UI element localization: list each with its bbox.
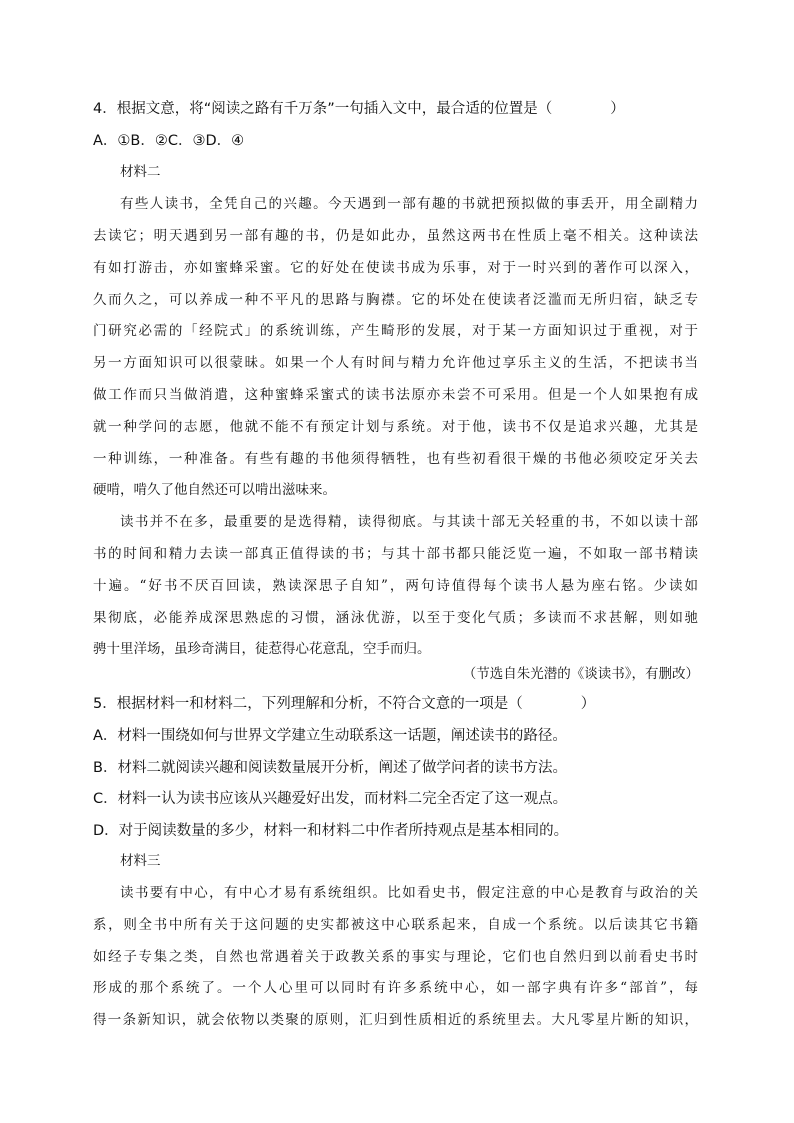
material2-p1-line: 做工作而只当做消遣，这种蜜蜂采蜜式的读书法原亦未尝不可采用。但是一个人如果抱有成	[93, 387, 698, 403]
material2-p1-line: 有如打游击，亦如蜜蜂采蜜。它的好处在使读书成为乐事，对于一时兴到的著作可以深入，	[93, 260, 698, 276]
q5-stem: 5．根据材料一和材料二，下列理解和分析，不符合文意的一项是（ ）	[93, 696, 596, 712]
material2-p2-line: 十遍。“好书不厌百回读，熟读深思子自知”，两句诗值得每个读书人悬为座右铭。少读如	[93, 578, 698, 594]
material2-p2-line: 果彻底，必能养成深思熟虑的习惯，涵泳优游，以至于变化气质；多读而不求甚解，则如驰	[93, 610, 698, 626]
material2-p1-line: 硬啃，啃久了他自然还可以啃出滋味来。	[93, 482, 336, 498]
material2-p1-line: 有些人读书，全凭自己的兴趣。今天遇到一部有趣的书就把预拟做的事丢开，用全副精力	[120, 196, 698, 212]
material2-p2-line: 读书并不在多，最重要的是选得精，读得彻底。与其读十部无关轻重的书，不如以读十部	[120, 514, 698, 530]
material3-p1-line: 系，则全书中所有关于这问题的史实都被这中心联系起来，自成一个系统。以后读其它书籍	[93, 917, 698, 933]
material3-p1-line: 得一条新知识，就会依物以类聚的原则，汇归到性质相近的系统里去。大凡零星片断的知识，	[93, 1012, 698, 1028]
material3-p1-line: 形成的那个系统了。一个人心里可以同时有许多系统中心，如一部字典有许多“部首”，每	[93, 980, 698, 996]
material3-p1-line: 如经子专集之类，自然也常遇着关于政教关系的事实与理论，它们也自然归到以前看史书时	[93, 949, 698, 965]
q5-option-d: D．对于阅读数量的多少，材料一和材料二中作者所持观点是基本相同的。	[93, 823, 569, 839]
q5-option-a: A．材料一围绕如何与世界文学建立生动联系这一话题，阐述读书的路径。	[93, 728, 567, 744]
material3-heading: 材料三	[120, 853, 161, 869]
material2-heading: 材料二	[120, 164, 161, 180]
material2-p1-line: 一种训练，一种准备。有些有趣的书他须得牺牲，也有些初看很干燥的书他必须咬定牙关去	[93, 451, 698, 467]
material2-source: （节选自朱光潜的《谈读书》，有删改）	[462, 666, 699, 682]
material2-p1-line: 就一种学问的志愿，他就不能不有预定计划与系统。对于他，读书不仅是追求兴趣，尤其是	[93, 419, 698, 435]
q4-stem: 4．根据文意，将“阅读之路有千万条”一句插入文中，最合适的位置是（ ）	[93, 101, 625, 117]
q5-option-b: B．材料二就阅读兴趣和阅读数量展开分析，阐述了做学问者的读书方法。	[93, 760, 567, 776]
material2-p1-line: 去读它；明天遇到另一部有趣的书，仍是如此办，虽然这两书在性质上毫不相关。这种读法	[93, 228, 698, 244]
material3-p1-line: 读书要有中心，有中心才易有系统组织。比如看史书，假定注意的中心是教育与政治的关	[120, 885, 698, 901]
material2-p1-line: 久而久之，可以养成一种不平凡的思路与胸襟。它的坏处在使读者泛滥而无所归宿，缺乏专	[93, 292, 698, 308]
q4-options: A．①B．②C．③D．④	[93, 133, 245, 149]
q5-option-c: C．材料一认为读书应该从兴趣爱好出发，而材料二完全否定了这一观点。	[93, 791, 568, 807]
material2-p2-line: 骋十里洋场，虽珍奇满目，徒惹得心花意乱，空手而归。	[93, 641, 431, 657]
material2-p1-line: 另一方面知识可以很蒙昧。如果一个人有时间与精力允许他过享乐主义的生活，不把读书当	[93, 355, 698, 371]
material2-p2-line: 书的时间和精力去读一部真正值得读的书；与其十部书都只能泛览一遍，不如取一部书精读	[93, 546, 698, 562]
material2-p1-line: 门研究必需的「经院式」的系统训练，产生畸形的发展，对于某一方面知识过于重视，对于	[93, 323, 698, 339]
